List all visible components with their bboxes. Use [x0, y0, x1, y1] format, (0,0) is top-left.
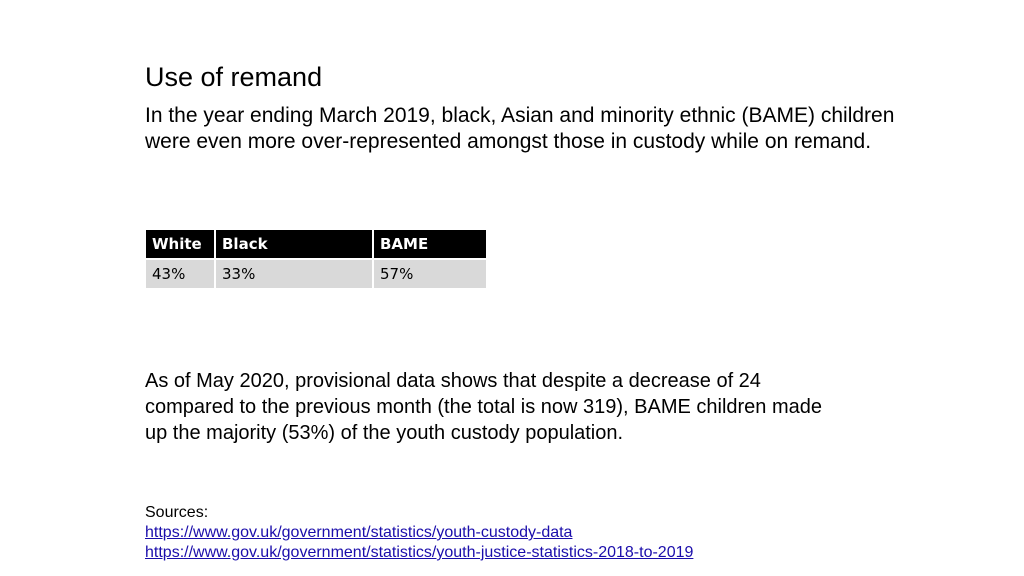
update-paragraph: As of May 2020, provisional data shows that despite a decrease of 24 compared to the previous month (the total is now 319), BAME children made up the majority (53%) of the youth custody population. — [145, 370, 823, 444]
remand-ethnicity-table — [144, 228, 488, 290]
source-link-youth-custody[interactable]: https://www.gov.uk/government/statistics/youth-custody-data — [145, 524, 573, 541]
header-bame: BAME — [374, 230, 486, 258]
cell-black: 33% — [216, 260, 372, 288]
table-row — [146, 260, 486, 288]
slide-title: Use of remand — [145, 62, 323, 92]
sources-label: Sources: — [145, 504, 209, 521]
header-white: White — [146, 230, 214, 258]
intro-paragraph: In the year ending March 2019, black, Asian and minority ethnic (BAME) children were even more over-represented amongst those in custody while on remand. — [145, 104, 895, 153]
cell-bame: 57% — [374, 260, 486, 288]
source-link-youth-justice-stats[interactable]: https://www.gov.uk/government/statistics/youth-justice-statistics-2018-to-2019 — [145, 544, 694, 561]
cell-white: 43% — [146, 260, 214, 288]
sources-section — [145, 503, 693, 563]
table-header-row — [146, 230, 486, 258]
header-black: Black — [216, 230, 372, 258]
